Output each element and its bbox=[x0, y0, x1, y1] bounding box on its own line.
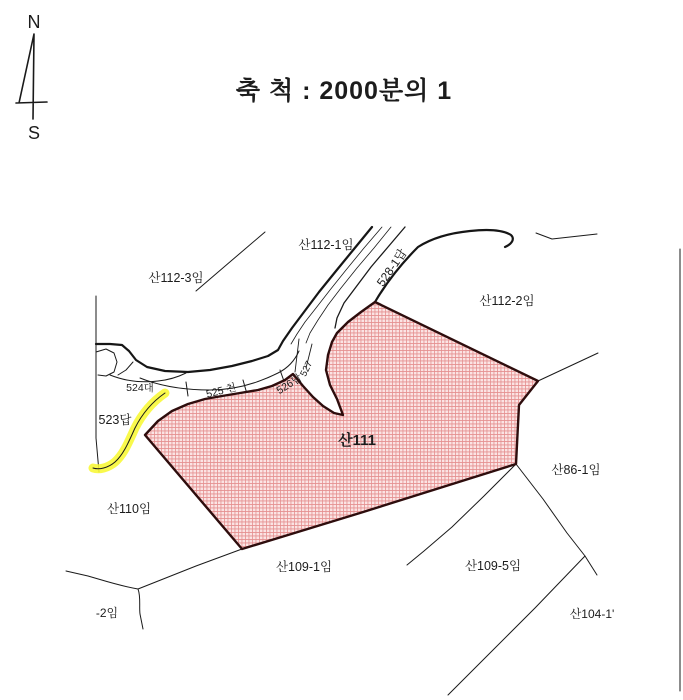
parcel-label-san86-1: 산86-1임 bbox=[551, 463, 601, 477]
boundary-top-right bbox=[536, 233, 597, 239]
parcel-label-road-528-1: 528-1답 bbox=[373, 246, 410, 290]
compass-needle-icon bbox=[16, 34, 47, 119]
compass bbox=[16, 12, 47, 143]
boundary-110-109 bbox=[138, 549, 242, 589]
boundary-109-5-104 bbox=[448, 556, 585, 695]
parcel-label-san109-1: 산109-1임 bbox=[275, 560, 333, 574]
boundary-minus2-west bbox=[66, 571, 138, 589]
map-left-border bbox=[96, 296, 99, 472]
parcel-label-524: 524대 bbox=[126, 382, 154, 394]
parcel-san111-highlight bbox=[145, 302, 538, 549]
parcel-label-san112-3: 산112-3임 bbox=[148, 271, 204, 285]
boundary-112-divider bbox=[196, 232, 265, 291]
compass-north-label: N bbox=[27, 12, 41, 32]
parcel-label-526: 526답 bbox=[274, 372, 305, 397]
parcel-label-san104-1: 산104-1' bbox=[569, 607, 615, 621]
boundary-104-east bbox=[585, 556, 597, 575]
parcel-label-523: 523답 bbox=[98, 413, 132, 427]
compass-south-label: S bbox=[27, 123, 41, 143]
boundary-86-109-5 bbox=[516, 464, 585, 556]
parcel-label-san112-2: 산112-2임 bbox=[479, 294, 535, 308]
parcel-label-san111: 산111 bbox=[338, 432, 376, 449]
boundary-112-2-86-1 bbox=[538, 353, 598, 381]
boundary-minus2-south bbox=[138, 589, 143, 629]
parcel-label-san109-5: 산109-5임 bbox=[464, 559, 522, 573]
parcel-524-left-side bbox=[118, 362, 133, 375]
parcel-label-san112-1: 산112-1임 bbox=[298, 238, 354, 252]
parcel-label-san110: 산110임 bbox=[106, 502, 152, 516]
parcel-label-527: 527 bbox=[298, 359, 316, 379]
map-scale-title: 축 척 : 2000분의 1 bbox=[235, 77, 453, 105]
parcel-outline-left-small bbox=[96, 349, 117, 376]
parcel-label-525: 525 천 bbox=[204, 381, 238, 401]
parcel-label-minus2: -2임 bbox=[95, 606, 119, 620]
